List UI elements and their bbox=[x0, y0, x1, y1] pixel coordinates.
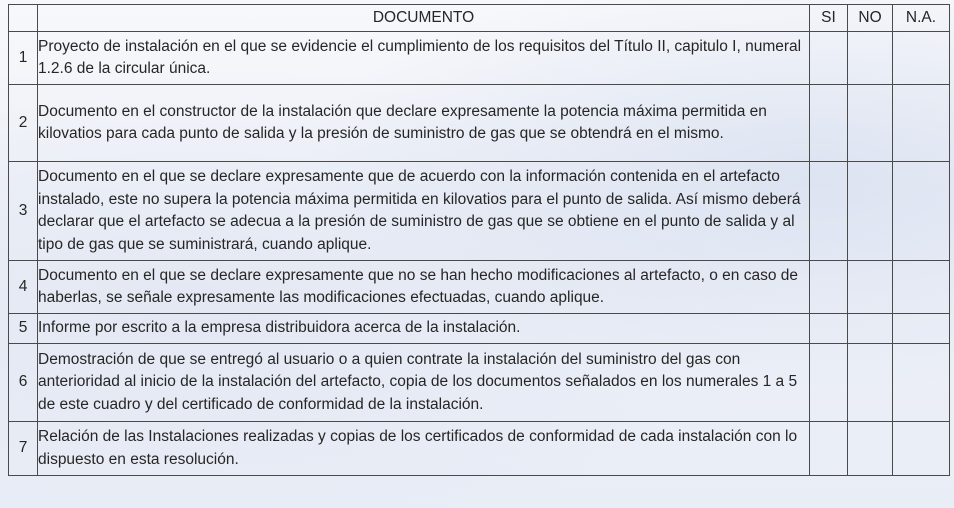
row-document-text: Documento en el que se declare expresamente que no se han hecho modificaciones al artefacto, o en caso de haberlas, se señale expresamente las modificaciones efectuadas, cuando aplique. bbox=[38, 261, 810, 314]
row-na-cell bbox=[893, 422, 950, 476]
row-na-cell bbox=[893, 261, 950, 314]
row-document-text: Relación de las Instalaciones realizadas y copias de los certificados de conformidad de cada instalación con lo dispuesto en esta resolución. bbox=[38, 422, 810, 476]
row-number: 7 bbox=[9, 422, 38, 476]
table-row bbox=[9, 85, 950, 162]
row-na-cell bbox=[893, 314, 950, 344]
row-no-cell bbox=[848, 32, 893, 85]
row-si-cell bbox=[810, 162, 848, 261]
table-row bbox=[9, 344, 950, 422]
document-checklist-table bbox=[8, 4, 950, 476]
row-no-cell bbox=[848, 344, 893, 422]
row-na-cell bbox=[893, 32, 950, 85]
row-na-cell bbox=[893, 162, 950, 261]
row-na-cell bbox=[893, 85, 950, 162]
row-no-cell bbox=[848, 314, 893, 344]
row-no-cell bbox=[848, 261, 893, 314]
header-na: N.A. bbox=[893, 5, 950, 32]
header-document: DOCUMENTO bbox=[38, 5, 810, 32]
row-number: 4 bbox=[9, 261, 38, 314]
row-no-cell bbox=[848, 85, 893, 162]
row-number: 5 bbox=[9, 314, 38, 344]
row-no-cell bbox=[848, 422, 893, 476]
row-si-cell bbox=[810, 32, 848, 85]
row-number: 6 bbox=[9, 344, 38, 422]
row-si-cell bbox=[810, 85, 848, 162]
row-document-text: Documento en el constructor de la instalación que declare expresamente la potencia máxima permitida en kilovatios para cada punto de salida y la presión de suministro de gas que se obtendrá en el mismo. bbox=[38, 85, 810, 162]
row-na-cell bbox=[893, 344, 950, 422]
row-number: 2 bbox=[9, 85, 38, 162]
table-row bbox=[9, 261, 950, 314]
row-number: 3 bbox=[9, 162, 38, 261]
header-si: SI bbox=[810, 5, 848, 32]
row-number: 1 bbox=[9, 32, 38, 85]
row-si-cell bbox=[810, 344, 848, 422]
row-document-text: Proyecto de instalación en el que se evidencie el cumplimiento de los requisitos del Título II, capitulo I, numeral 1.2.6 de la circular única. bbox=[38, 32, 810, 85]
table-row bbox=[9, 314, 950, 344]
header-row bbox=[9, 5, 950, 32]
row-si-cell bbox=[810, 422, 848, 476]
table-row bbox=[9, 162, 950, 261]
row-document-text: Documento en el que se declare expresamente que de acuerdo con la información contenida en el artefacto instalado, este no supera la potencia máxima permitida en kilovatios para el punto de salida. Así mismo deberá declarar que el artefacto se adecua a la presión de suministro de gas que se obtiene en el punto de salida y al tipo de gas que se suministrará, cuando aplique. bbox=[38, 162, 810, 261]
table-row bbox=[9, 422, 950, 476]
row-no-cell bbox=[848, 162, 893, 261]
table-row bbox=[9, 32, 950, 85]
header-number bbox=[9, 5, 38, 32]
row-document-text: Demostración de que se entregó al usuario o a quien contrate la instalación del suministro del gas con anterioridad al inicio de la instalación del artefacto, copia de los documentos señalados en los numerales 1 a 5 de este cuadro y del certificado de conformidad de la instalación. bbox=[38, 344, 810, 422]
row-si-cell bbox=[810, 261, 848, 314]
header-no: NO bbox=[848, 5, 893, 32]
row-document-text: Informe por escrito a la empresa distribuidora acerca de la instalación. bbox=[38, 314, 810, 344]
row-si-cell bbox=[810, 314, 848, 344]
